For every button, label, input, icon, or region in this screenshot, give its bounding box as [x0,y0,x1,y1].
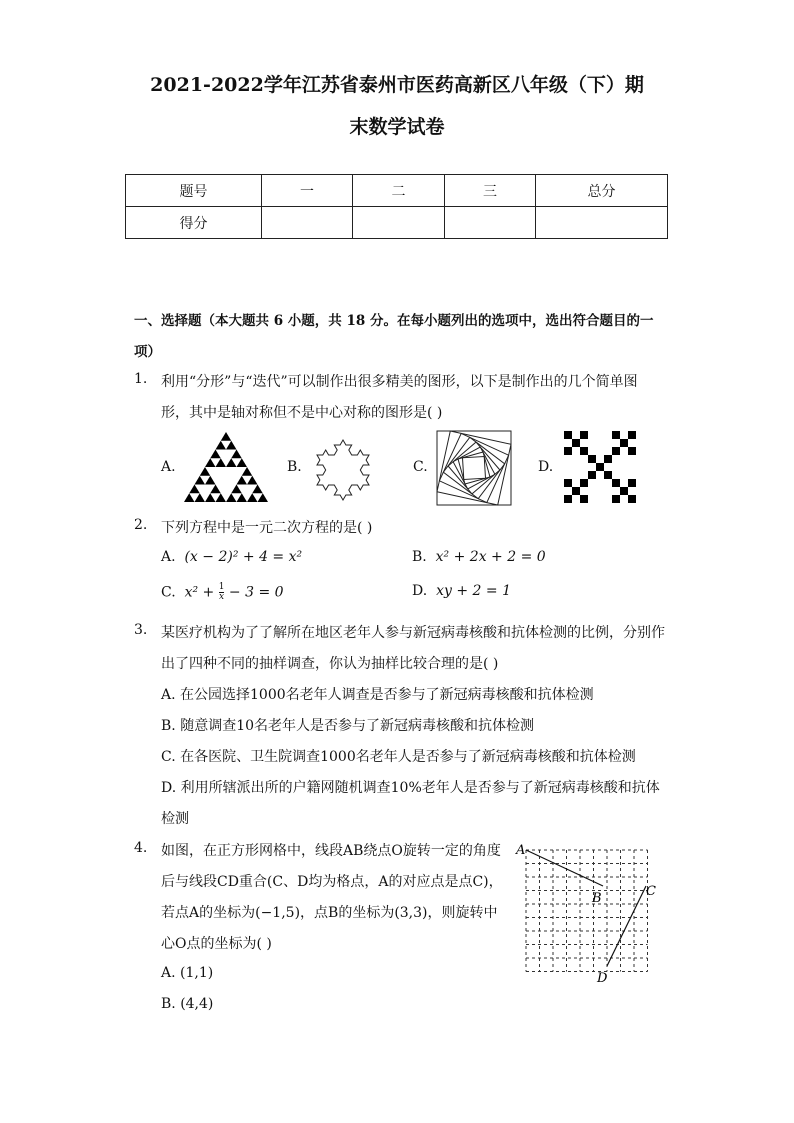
page-title-line2: 末数学试卷 [349,116,445,138]
option-b[interactable]: B. 随意调查10名老年人是否参与了新冠病毒核酸和抗体检测 [161,718,535,734]
question-number: 2. [134,517,148,533]
option-d[interactable] [412,583,511,599]
question-text: 形，其中是轴对称但不是中心对称的图形是( ) [161,405,443,421]
sierpinski-triangle-figure [184,432,268,502]
score-cell: 题号 [126,175,262,207]
rotation-grid-figure [510,840,660,985]
option-a[interactable] [161,549,302,565]
question-text: 如图，在正方形网格中，线段AB绕点O旋转一定的角度 [161,843,501,859]
question-text: 心O点的坐标为( ) [161,936,272,952]
option-a[interactable]: A. 在公园选择1000名老年人调查是否参与了新冠病毒核酸和抗体检测 [161,687,594,703]
option-d-continued: 检测 [161,811,189,827]
segment-cd [607,886,646,966]
point-label-c: C [646,884,656,899]
score-cell: 总分 [536,175,668,207]
score-input-cell[interactable] [353,207,445,239]
question-text: 若点A的坐标为(−1,5)，点B的坐标为(3,3)，则旋转中 [161,905,498,921]
option-math: xy + 2 = 1 [436,583,511,599]
option-label: B. [412,549,427,565]
question-text: 后与线段CD重合(C、D均为格点，A的对应点是点C)， [161,874,503,890]
nested-squares-figure [436,430,512,506]
option-a[interactable]: A. (1,1) [161,965,214,981]
segment-ab [526,850,603,886]
page-title-line1: 2021-2022学年江苏省泰州市医药高新区八年级（下）期 [150,74,644,96]
option-label[interactable]: D. [538,459,554,475]
score-input-cell[interactable] [262,207,353,239]
option-label: A. [161,549,176,565]
section-heading-line1: 一、选择题（本大题共 6 小题，共 18 分。在每小题列出的选项中，选出符合题目的一 [134,313,654,329]
koch-snowflake-figure [307,432,379,504]
question-text: 下列方程中是一元二次方程的是( ) [161,520,373,536]
score-input-cell[interactable] [536,207,668,239]
score-cell: 得分 [126,207,262,239]
option-label[interactable]: A. [161,459,176,475]
question-number: 1. [134,371,148,387]
section-heading-line2: 项） [134,344,161,360]
question-text: 某医疗机构为了了解所在地区老年人参与新冠病毒核酸和抗体检测的比例，分别作 [161,625,665,641]
option-label: D. [412,583,428,599]
option-math: (x − 2)² + 4 = x² [184,549,303,565]
score-cell: 三 [445,175,536,207]
score-table [125,174,668,239]
score-input-cell[interactable] [445,207,536,239]
option-c[interactable] [161,583,284,602]
option-b[interactable] [412,549,546,565]
point-label-a: A [516,843,526,858]
option-math: − 3 = 0 [224,584,284,601]
score-table-header-row [126,175,668,207]
fraction-numerator: 1 [218,582,225,592]
question-text: 出了四种不同的抽样调查，你认为抽样比较合理的是( ) [161,656,499,672]
point-label-d: D [597,971,608,986]
score-cell: 二 [353,175,445,207]
question-number: 3. [134,622,148,638]
question-number: 4. [134,840,148,856]
score-table-score-row [126,207,668,239]
fraction-denominator: x [219,592,225,602]
option-b[interactable]: B. (4,4) [161,996,214,1012]
option-d[interactable]: D. 利用所辖派出所的户籍网随机调查10%老年人是否参与了新冠病毒核酸和抗体 [161,780,660,796]
option-math: x² + [184,584,219,601]
option-c[interactable]: C. 在各医院、卫生院调查1000名老年人是否参与了新冠病毒核酸和抗体检测 [161,749,636,765]
score-cell: 一 [262,175,353,207]
option-label[interactable]: B. [287,459,302,475]
vicsek-fractal-figure [564,431,636,503]
option-label[interactable]: C. [413,459,428,475]
point-label-b: B [592,891,602,906]
option-math: x² + 2x + 2 = 0 [435,549,546,565]
option-label: C. [161,584,176,601]
question-text: 利用“分形”与“迭代”可以制作出很多精美的图形，以下是制作出的几个简单图 [161,374,638,390]
